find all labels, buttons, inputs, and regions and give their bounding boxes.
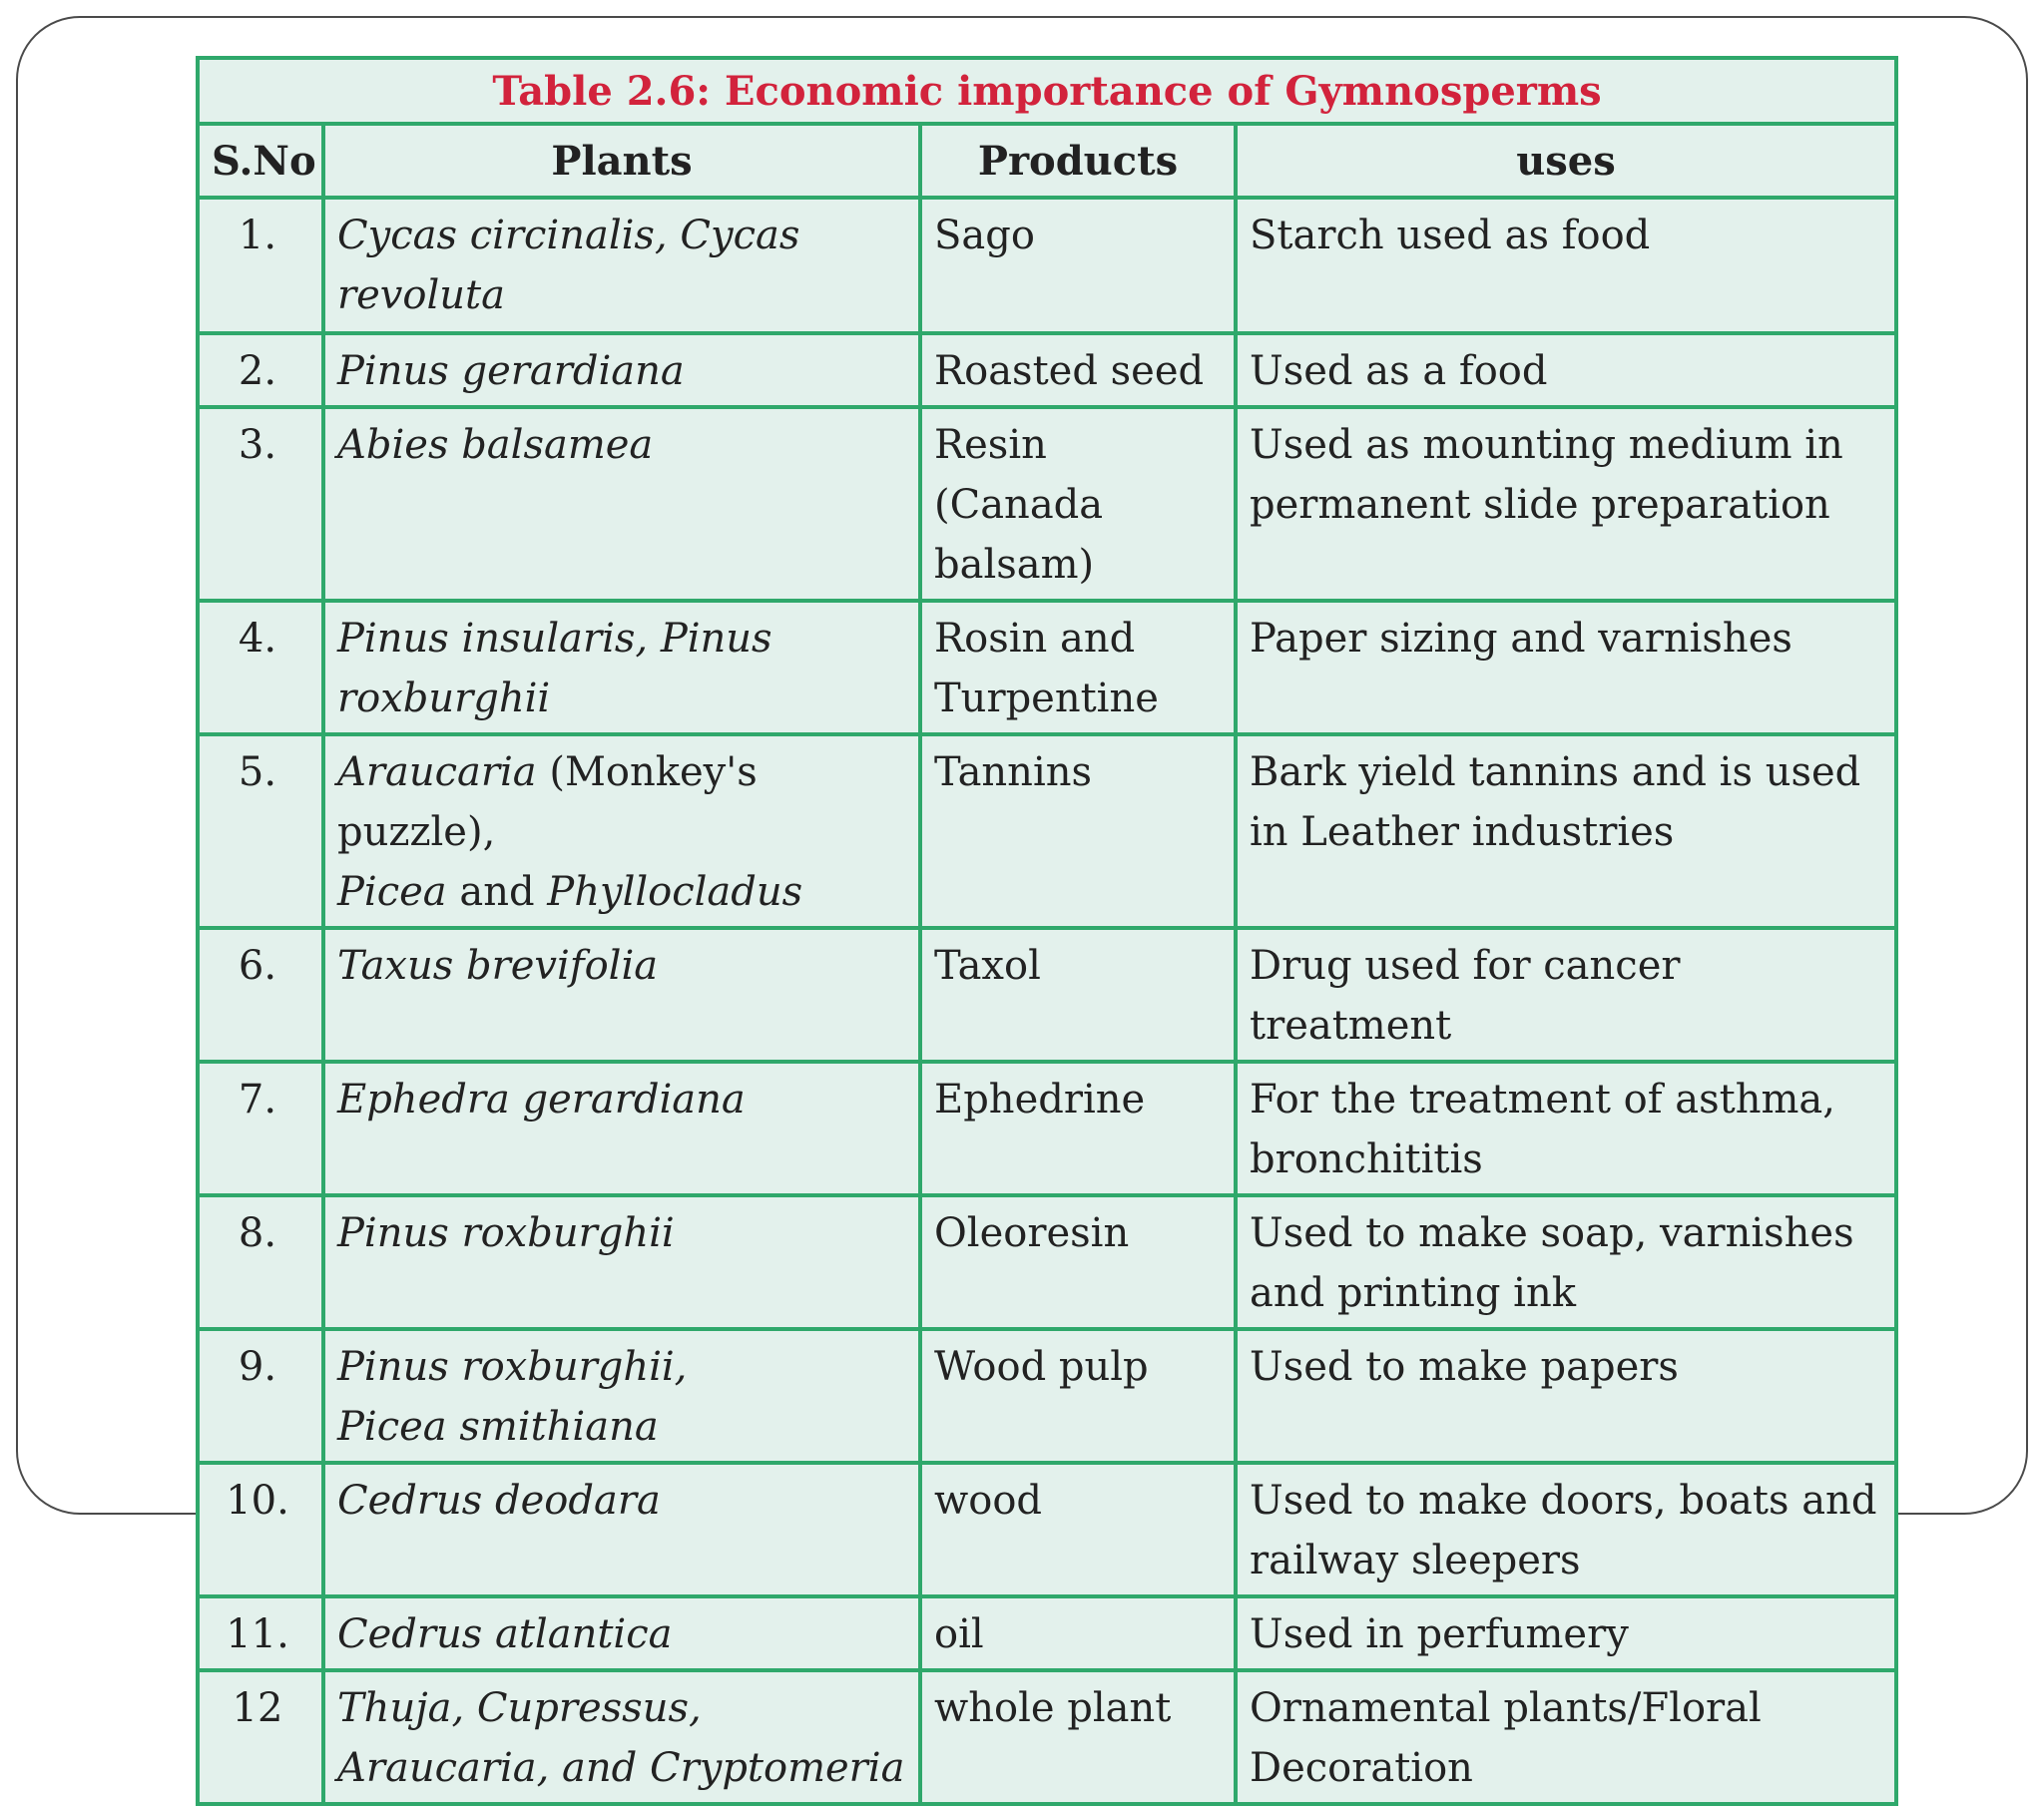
cell-product: oil — [920, 1596, 1236, 1670]
cell-product: Taxol — [920, 928, 1236, 1062]
cell-use: Used to make soap, varnishes and printing ink — [1236, 1195, 1896, 1329]
table-row — [198, 1062, 1896, 1195]
cell-plant: Cedrus deodara — [323, 1463, 920, 1596]
cell-use: Drug used for cancer treatment — [1236, 928, 1896, 1062]
cell-product: whole plant — [920, 1670, 1236, 1804]
table-row — [198, 198, 1896, 333]
cell-product: Roasted seed — [920, 333, 1236, 407]
cell-plant: Pinus roxburghii, Picea smithiana — [323, 1329, 920, 1463]
cell-use: Used as mounting medium in permanent slide preparation — [1236, 407, 1896, 601]
gymnosperms-table — [196, 56, 1898, 1806]
table-row — [198, 1670, 1896, 1804]
table-row — [198, 407, 1896, 601]
cell-product: Rosin and Turpentine — [920, 601, 1236, 734]
cell-plant: Araucaria (Monkey's puzzle), Picea and Phyllocladus — [323, 734, 920, 928]
cell-sno: 3. — [198, 407, 323, 601]
cell-sno: 2. — [198, 333, 323, 407]
cell-product: Wood pulp — [920, 1329, 1236, 1463]
cell-plant: Ephedra gerardiana — [323, 1062, 920, 1195]
cell-sno: 10. — [198, 1463, 323, 1596]
cell-product: wood — [920, 1463, 1236, 1596]
cell-plant: Abies balsamea — [323, 407, 920, 601]
table-container — [196, 56, 1894, 1791]
table-row — [198, 1596, 1896, 1670]
cell-use: Used in perfumery — [1236, 1596, 1896, 1670]
cell-use: Used as a food — [1236, 333, 1896, 407]
cell-product: Oleoresin — [920, 1195, 1236, 1329]
cell-use: Paper sizing and varnishes — [1236, 601, 1896, 734]
cell-sno: 5. — [198, 734, 323, 928]
cell-use: Ornamental plants/Floral Decoration — [1236, 1670, 1896, 1804]
cell-sno: 11. — [198, 1596, 323, 1670]
cell-use: Bark yield tannins and is used in Leather industries — [1236, 734, 1896, 928]
cell-product: Tannins — [920, 734, 1236, 928]
cell-use: For the treatment of asthma, bronchititis — [1236, 1062, 1896, 1195]
cell-product: Resin (Canada balsam) — [920, 407, 1236, 601]
cell-use: Starch used as food — [1236, 198, 1896, 333]
cell-product: Sago — [920, 198, 1236, 333]
header-products: Products — [920, 124, 1236, 198]
cell-sno: 9. — [198, 1329, 323, 1463]
table-row — [198, 601, 1896, 734]
table-row — [198, 928, 1896, 1062]
table-body — [198, 198, 1896, 1804]
table-row — [198, 1329, 1896, 1463]
header-plants: Plants — [323, 124, 920, 198]
table-row — [198, 333, 1896, 407]
cell-plant: Pinus roxburghii — [323, 1195, 920, 1329]
table-title: Table 2.6: Economic importance of Gymnosperms — [198, 58, 1896, 124]
table-row — [198, 1195, 1896, 1329]
cell-sno: 7. — [198, 1062, 323, 1195]
cell-sno: 4. — [198, 601, 323, 734]
slide-frame — [16, 16, 2028, 1791]
cell-plant: Pinus gerardiana — [323, 333, 920, 407]
cell-sno: 12 — [198, 1670, 323, 1804]
cell-product: Ephedrine — [920, 1062, 1236, 1195]
header-sno: S.No — [198, 124, 323, 198]
cell-plant: Cedrus atlantica — [323, 1596, 920, 1670]
table-row — [198, 734, 1896, 928]
cell-plant: Cycas circinalis, Cycas revoluta — [323, 198, 920, 333]
cell-use: Used to make papers — [1236, 1329, 1896, 1463]
cell-plant: Pinus insularis, Pinus roxburghii — [323, 601, 920, 734]
cell-sno: 8. — [198, 1195, 323, 1329]
table-row — [198, 1463, 1896, 1596]
cell-plant: Thuja, Cupressus, Araucaria, and Cryptomeria — [323, 1670, 920, 1804]
cell-plant: Taxus brevifolia — [323, 928, 920, 1062]
cell-use: Used to make doors, boats and railway sleepers — [1236, 1463, 1896, 1596]
cell-sno: 6. — [198, 928, 323, 1062]
cell-sno: 1. — [198, 198, 323, 333]
header-uses: uses — [1236, 124, 1896, 198]
